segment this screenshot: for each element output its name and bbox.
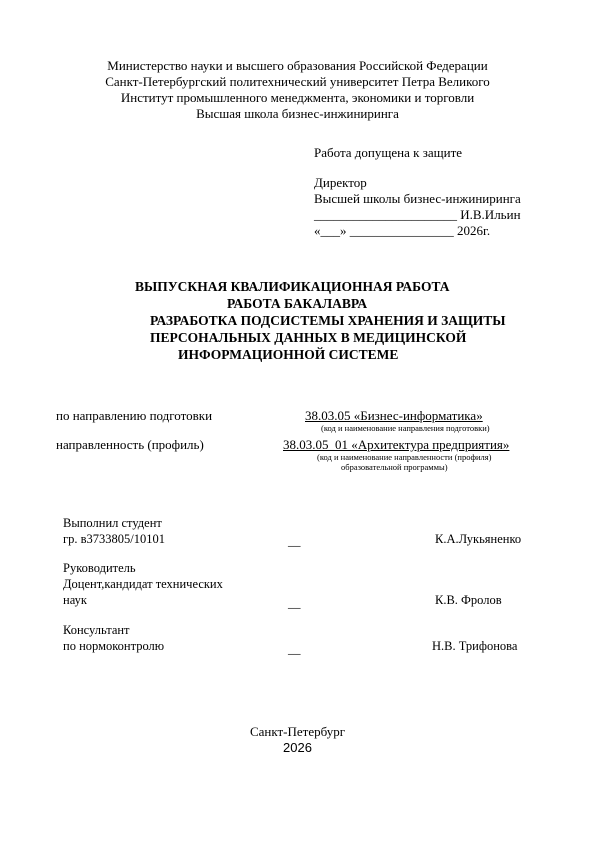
work-subtype-title: РАБОТА БАКАЛАВРА bbox=[227, 296, 368, 311]
supervisor-title-line-2: наук bbox=[63, 593, 87, 607]
student-name: К.А.Лукьяненко bbox=[435, 532, 522, 546]
student-signature: __ bbox=[288, 534, 301, 548]
supervisor-signature: __ bbox=[288, 596, 301, 610]
admitted-text: Работа допущена к защите bbox=[314, 145, 463, 160]
consultant-name: Н.В. Трифонова bbox=[432, 639, 518, 653]
supervisor-role: Руководитель bbox=[63, 561, 136, 575]
student-role: Выполнил студент bbox=[63, 516, 162, 530]
consultant-title: по нормоконтролю bbox=[63, 639, 165, 653]
profile-value: 38.03.05_01 «Архитектура предприятия» bbox=[283, 437, 510, 452]
profile-note-line-1: (код и наименование направленности (профиля) bbox=[317, 452, 492, 462]
institute-line: Институт промышленного менеджмента, экономики и торговли bbox=[120, 90, 475, 105]
thesis-title-line-1: РАЗРАБОТКА ПОДСИСТЕМЫ ХРАНЕНИЯ И ЗАЩИТЫ bbox=[150, 313, 506, 328]
supervisor-name: К.В. Фролов bbox=[435, 593, 502, 607]
consultant-role: Консультант bbox=[63, 623, 130, 637]
approval-date-line: «___» ________________ 2026г. bbox=[314, 223, 491, 238]
profile-note-line-2: образовательной программы) bbox=[341, 462, 448, 472]
director-org: Высшей школы бизнес-инжиниринга bbox=[314, 191, 521, 206]
supervisor-title-line-1: Доцент,кандидат технических bbox=[63, 577, 223, 591]
director-signature-line: ______________________ И.В.Ильин bbox=[314, 207, 521, 222]
university-line: Санкт-Петербургский политехнический университет Петра Великого bbox=[105, 74, 490, 89]
footer-year: 2026 bbox=[283, 740, 312, 755]
student-group: гр. в3733805/10101 bbox=[63, 532, 166, 546]
school-line: Высшая школа бизнес-инжиниринга bbox=[196, 106, 399, 121]
ministry-line: Министерство науки и высшего образования Российской Федерации bbox=[107, 58, 488, 73]
thesis-title-line-2: ПЕРСОНАЛЬНЫХ ДАННЫХ В МЕДИЦИНСКОЙ bbox=[150, 330, 467, 345]
direction-note: (код и наименование направления подготовки) bbox=[321, 423, 490, 433]
director-position: Директор bbox=[314, 175, 367, 190]
footer-city: Санкт-Петербург bbox=[249, 724, 346, 739]
direction-label: по направлению подготовки bbox=[56, 408, 213, 423]
thesis-title-line-3: ИНФОРМАЦИОННОЙ СИСТЕМЕ bbox=[178, 347, 399, 362]
profile-label: направленность (профиль) bbox=[56, 437, 204, 452]
work-type-title: ВЫПУСКНАЯ КВАЛИФИКАЦИОННАЯ РАБОТА bbox=[135, 279, 450, 294]
consultant-signature: __ bbox=[288, 642, 301, 656]
direction-value: 38.03.05 «Бизнес-информатика» bbox=[305, 408, 483, 423]
